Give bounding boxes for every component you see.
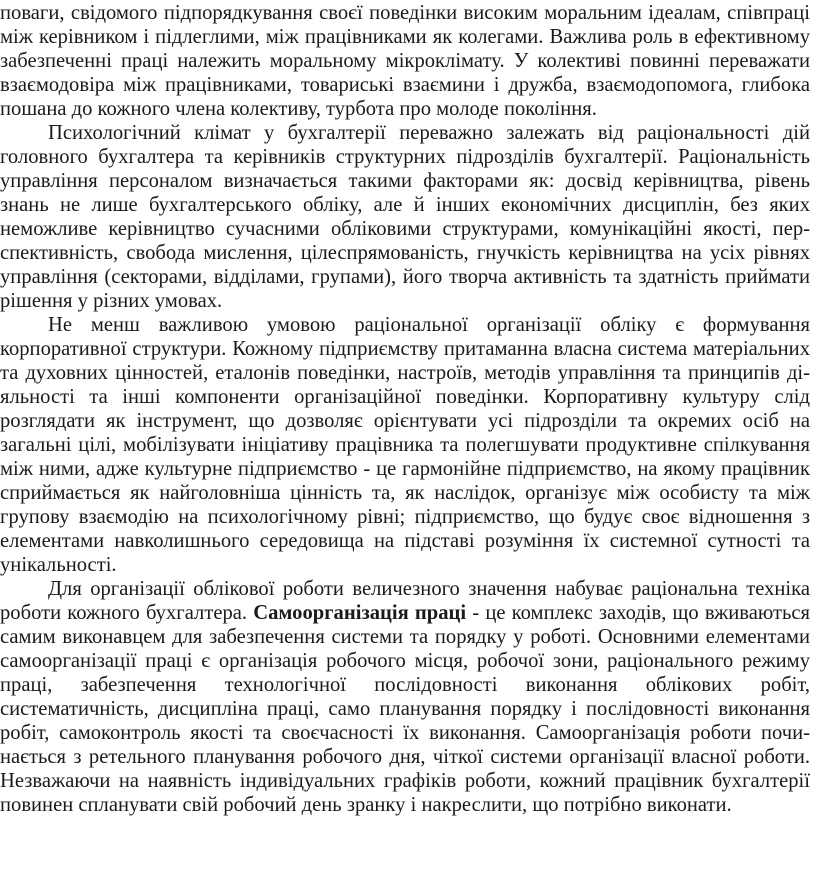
paragraph-4 xyxy=(0,577,810,817)
paragraph-3: Не менш важливою умовою раціональної організації обліку є формування корпоративної структури. Кожному підприємству притаманна власна система матеріальних та духовних цінностей, еталонів поведінки, настроїв, методів управління та принципів діяльності та інші компоненти організаційної поведінки. Корпоративну культуру слід розглядати як інструмент, що дозволяє орієнтувати усі підрозділи та окремих осіб на загальні цілі, мобілізувати ініціативу працівника та полегшувати продуктивне спілкування між ними, адже культурне підприємство - це гармонійне підприємство, на якому працівник сприймається як найголовніша цінність та, як наслідок, організує між особисту та між групову взаємодію на психологічному рівні; підприємство, що будує своє відношення з елементами навколишнього середовища на підставі розуміння їх системної сутності та унікальності. xyxy=(0,314,810,576)
paragraph-4-intro: Для організації облікової роботи величезного значення набуває раціональна техніка роботи кожного бухгалтера. xyxy=(0,578,810,624)
bold-term-self-organization: Самоорганізація праці xyxy=(253,602,467,624)
paragraph-2: Психологічний клімат у бухгалтерії переважно залежать від раціональності дій головного бухгалтера та керівників структурних підрозділів бухгалтерії. Раціональність управління персоналом визначається такими факторами як: досвід керівництва, рівень знань не лише бухгалтерського обліку, але й інших економічних дисциплін, без яких неможливе керівництво сучасними обліковими структурами, комунікаційні якості, перспективність, свобода мислення, цілеспрямованість, гнучкість керівництва на усіх рівнях управління (секторами, відділами, групами), його творча активність та здатність приймати рішення у різних умовах. xyxy=(0,122,810,312)
paragraph-4-body: - це комплекс заходів, що вживаються самим виконавцем для забезпечення системи та порядку у роботі. Основними елементами самоорганізації праці є організація робочого місця, робочої зони, раціонального режиму праці, забезпечення технологічної послідовності виконання облікових робіт, систематичність, дисципліна праці, само планування порядку і послідовності виконання робіт, самоконтроль якості та своєчасності їх виконання. Самоорганізація роботи починається з ретельного планування робочого дня, чіткої системи організації власної роботи. Незважаючи на наявність індивідуальних графіків роботи, кожний працівник бухгалтерії повинен спланувати свій робочий день зранку і накреслити, що потрібно виконати. xyxy=(0,602,810,816)
paragraph-1: поваги, свідомого підпорядкування своєї поведінки високим моральним ідеалам, співпраці між керівником і підлеглими, між працівниками як колегами. Важлива роль в ефективному забезпеченні праці належить моральному мікроклімату. У колективі повинні переважати взаємодовіра між працівниками, товариські взаємини і дружба, взаємодопомога, глибока пошана до кожного члена колективу, турбота про молоде покоління. xyxy=(0,2,810,120)
